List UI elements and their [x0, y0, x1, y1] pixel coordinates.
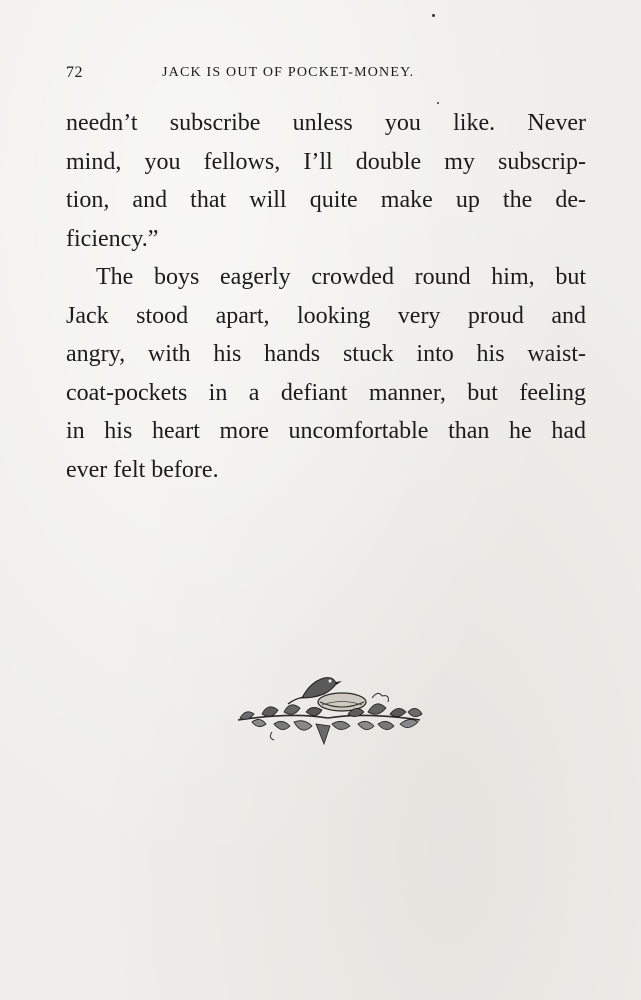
- text-line: ficiency.”: [66, 225, 159, 252]
- ink-speck: [432, 14, 435, 17]
- text-line: mind, you fellows, I’ll double my subscrip-: [66, 148, 586, 175]
- paragraph: [66, 104, 586, 258]
- text-line: The boys eagerly crowded round him, but: [96, 264, 586, 290]
- page-number: 72: [66, 64, 83, 81]
- running-title: JACK IS OUT OF POCKET-MONEY.: [162, 65, 415, 80]
- running-head: [66, 64, 586, 86]
- text-line: in his heart more uncomfortable than he had: [66, 418, 586, 444]
- paragraph: [66, 258, 586, 489]
- text-line: tion, and that will quite make up the de-: [66, 187, 586, 213]
- text-line: needn’t subscribe unless you like. Never: [66, 110, 586, 136]
- body-text: [66, 104, 586, 489]
- text-line: coat-pockets in a defiant manner, but feeling: [66, 379, 586, 406]
- text-line: angry, with his hands stuck into his waist-: [66, 341, 586, 367]
- text-line: Jack stood apart, looking very proud and: [66, 302, 586, 329]
- text-line: ever felt before.: [66, 456, 219, 483]
- bird-on-nest-ivy-icon: [232, 668, 424, 750]
